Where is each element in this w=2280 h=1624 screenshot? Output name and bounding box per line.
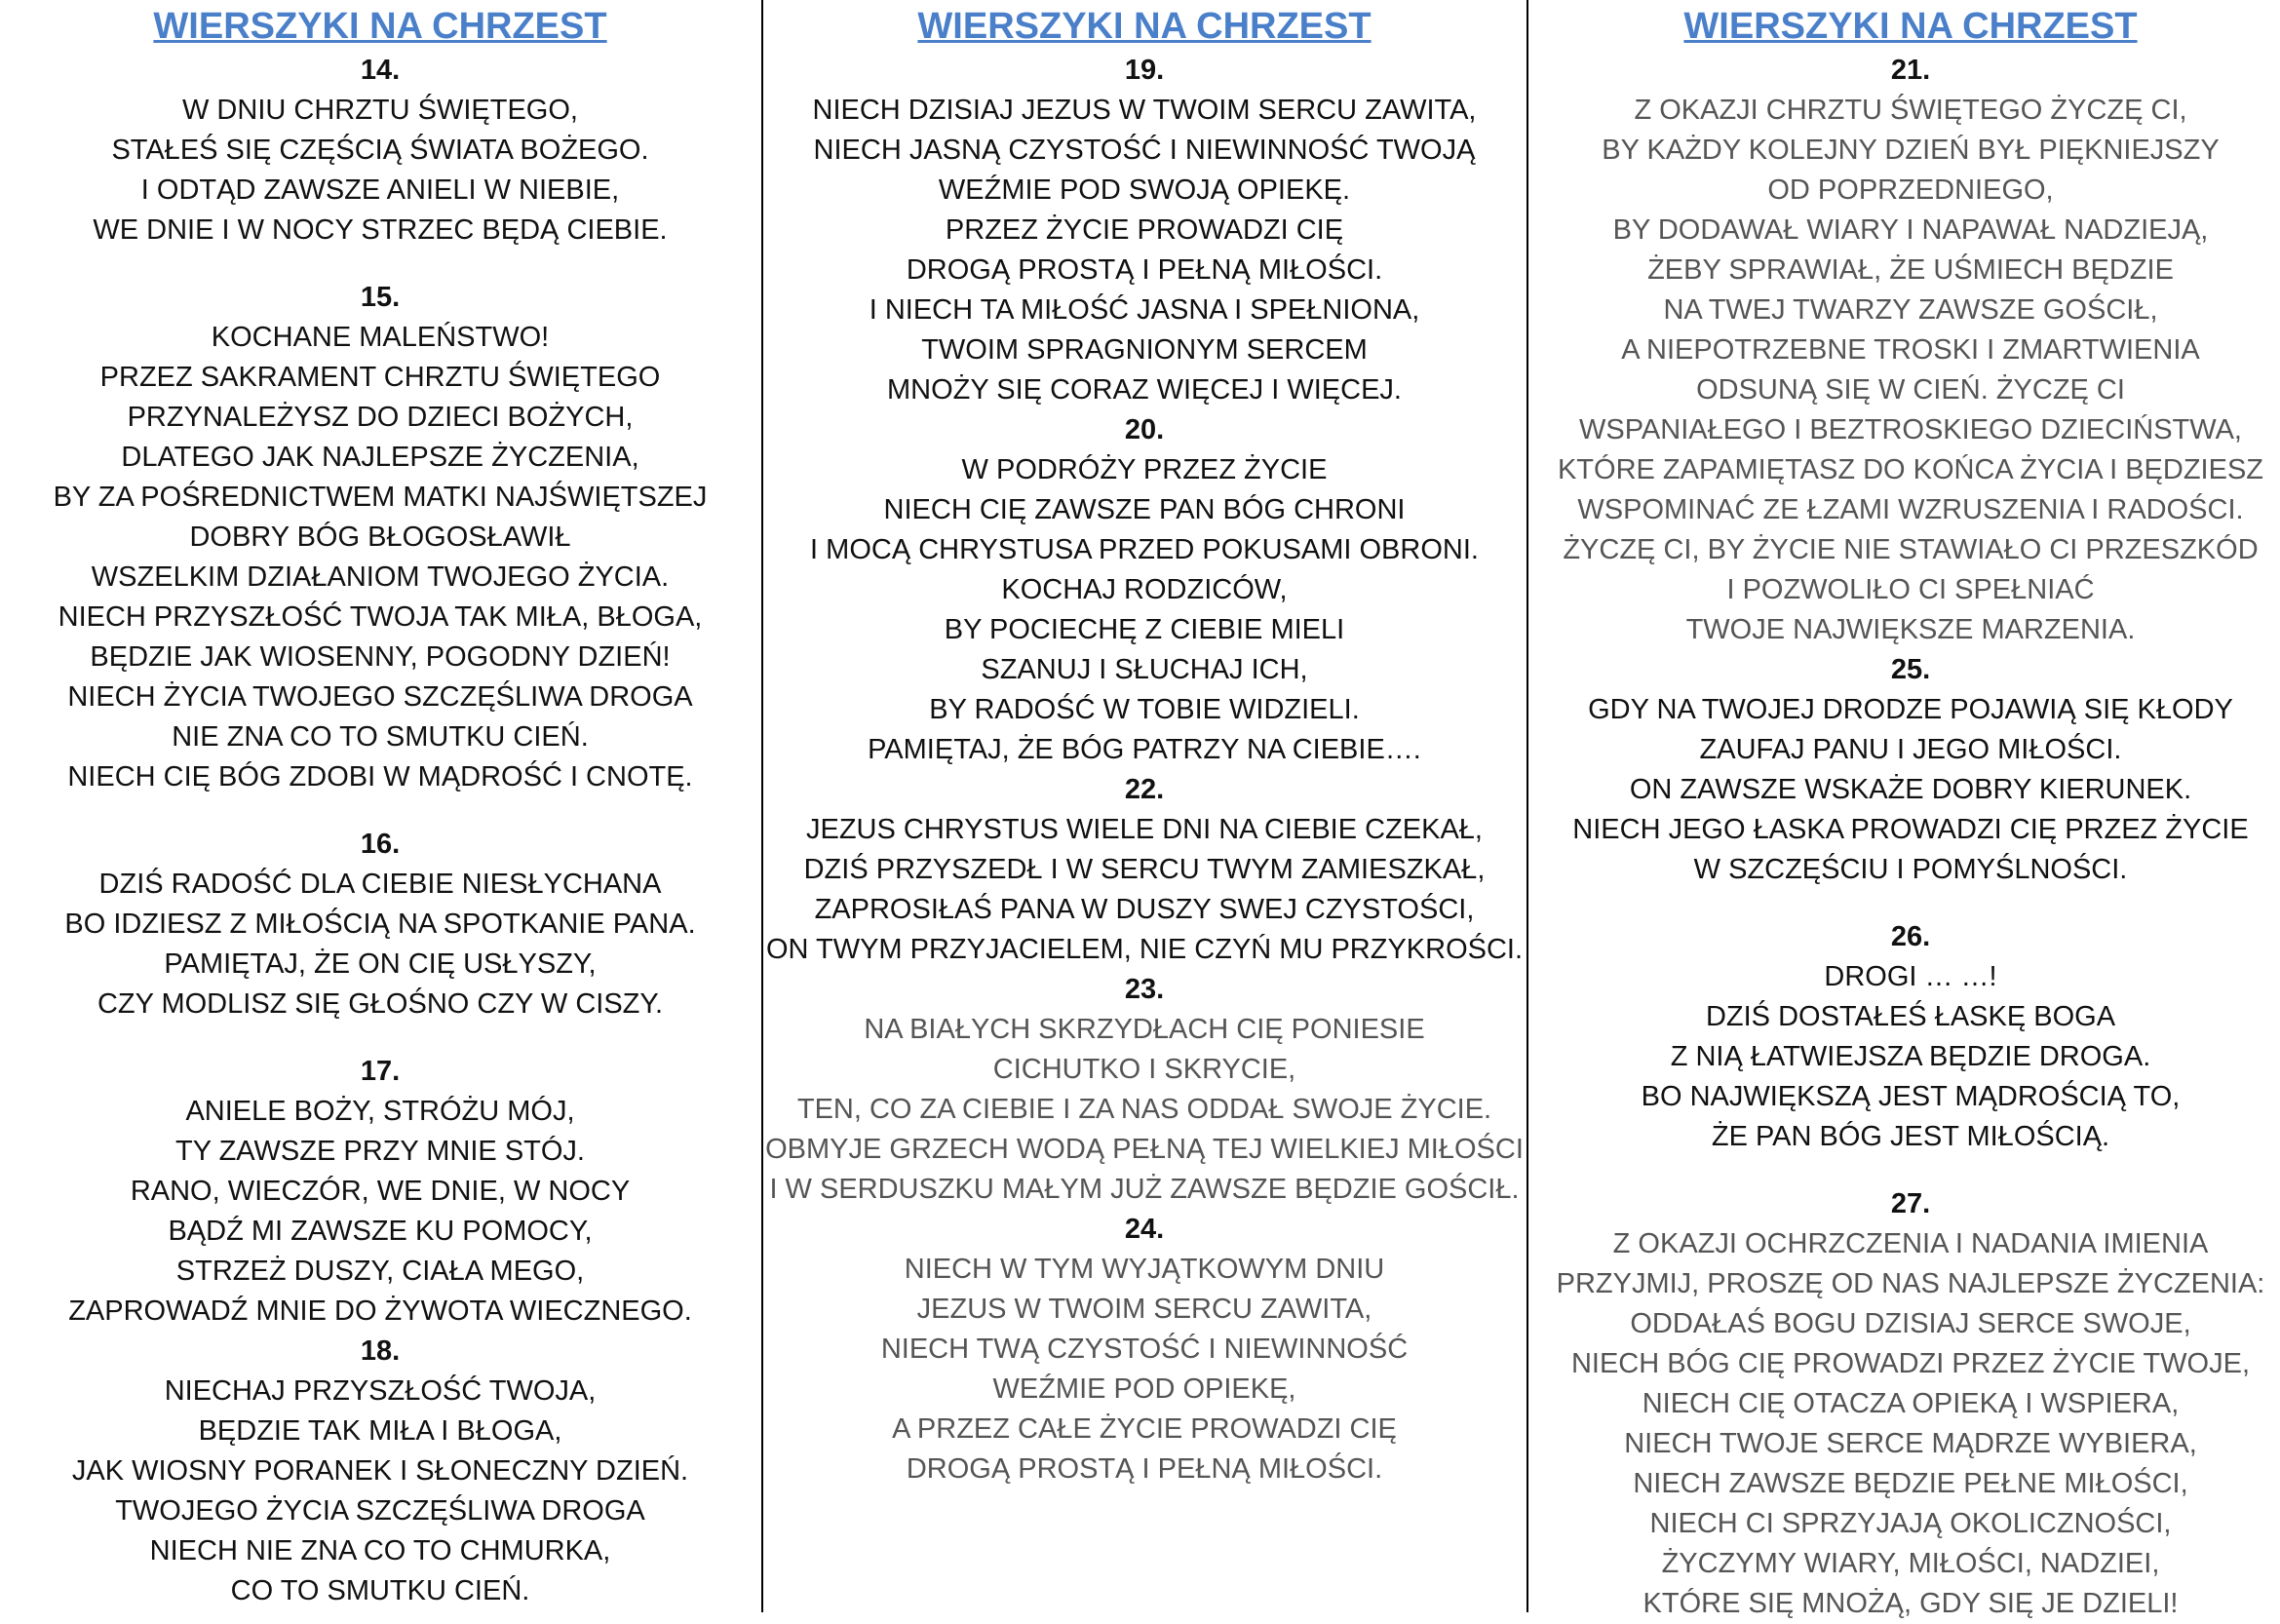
poem-line: NIECH ZAWSZE BĘDZIE PEŁNE MIŁOŚCI,: [1633, 1468, 2188, 1499]
poem-line: NA TWEJ TWARZY ZAWSZE GOŚCIŁ,: [1663, 294, 2158, 326]
poem-line: ŻE PAN BÓG JEST MIŁOŚCIĄ.: [1711, 1121, 2110, 1152]
poem-number: 23.: [1124, 974, 1165, 1005]
poem-line: DROGĄ PROSTĄ I PEŁNĄ MIŁOŚCI.: [906, 1453, 1383, 1485]
poem: [1530, 1184, 2280, 1624]
poem-line: TY ZAWSZE PRZY MNIE STÓJ.: [174, 1136, 585, 1167]
poem-number: 25.: [1890, 654, 1931, 685]
poem-number: 14.: [360, 55, 401, 86]
poem: [0, 278, 760, 797]
poem-number: 26.: [1890, 921, 1931, 952]
poem-line: WE DNIE I W NOCY STRZEC BĘDĄ CIEBIE.: [93, 214, 668, 246]
poem-line: NIECH CI SPRZYJAJĄ OKOLICZNOŚCI,: [1649, 1508, 2172, 1539]
poem-list: [1530, 51, 2280, 1624]
poem-number: 19.: [1124, 55, 1165, 86]
poem-line: GDY NA TWOJEJ DRODZE POJAWIĄ SIĘ KŁODY: [1588, 694, 2233, 725]
poem-number: 17.: [360, 1056, 401, 1087]
poem-line: PRZYJMIJ, PROSZĘ OD NAS NAJLEPSZE ŻYCZENIA:: [1556, 1268, 2265, 1299]
poem-line: BĄDŹ MI ZAWSZE KU POMOCY,: [168, 1216, 593, 1247]
poem-line: DROGĄ PROSTĄ I PEŁNĄ MIŁOŚCI.: [906, 254, 1383, 286]
poem: [764, 51, 1525, 410]
poem-line: ZAUFAJ PANU I JEGO MIŁOŚCI.: [1699, 734, 2122, 765]
poem-line: ZAPROSIŁAŚ PANA W DUSZY SWEJ CZYSTOŚCI,: [814, 894, 1475, 925]
poem: [764, 770, 1525, 970]
poem-number: 21.: [1890, 55, 1931, 86]
poem-line: Z NIĄ ŁATWIEJSZA BĘDZIE DROGA.: [1670, 1041, 2151, 1072]
poem-line: I ODTĄD ZAWSZE ANIELI W NIEBIE,: [140, 174, 620, 206]
poem-line: JAK WIOSNY PORANEK I SŁONECZNY DZIEŃ.: [71, 1455, 689, 1487]
poem-line: NIECH CIĘ ZAWSZE PAN BÓG CHRONI: [883, 494, 1406, 525]
poem-spacer: [0, 797, 760, 825]
poem-line: A NIEPOTRZEBNE TROSKI I ZMARTWIENIA: [1621, 334, 2200, 366]
poem-line: RANO, WIECZÓR, WE DNIE, W NOCY: [130, 1176, 631, 1207]
poem-line: SZANUJ I SŁUCHAJ ICH,: [981, 654, 1308, 685]
poem-line: STRZEŻ DUSZY, CIAŁA MEGO,: [175, 1256, 585, 1287]
poem-line: DROGI … …!: [1824, 961, 1997, 992]
poem: [764, 410, 1525, 770]
poem-line: WEŹMIE POD OPIEKĘ,: [992, 1373, 1296, 1405]
poem-spacer: [0, 1025, 760, 1052]
poem-line: KTÓRE ZAPAMIĘTASZ DO KOŃCA ŻYCIA I BĘDZIESZ: [1557, 454, 2264, 485]
poem-line: BY KAŻDY KOLEJNY DZIEŃ BYŁ PIĘKNIEJSZY: [1602, 135, 2220, 166]
poem-number: 27.: [1890, 1188, 1931, 1219]
poem-number: 16.: [360, 829, 401, 860]
poem-line: W SZCZĘŚCIU I POMYŚLNOŚCI.: [1693, 854, 2128, 885]
poem-line: I POZWOLIŁO CI SPEŁNIAĆ: [1726, 574, 2095, 605]
poem-line: NIECH PRZYSZŁOŚĆ TWOJA TAK MIŁA, BŁOGA,: [58, 601, 703, 633]
poem-line: ANIELE BOŻY, STRÓŻU MÓJ,: [185, 1096, 575, 1127]
poem-line: NIECH DZISIAJ JEZUS W TWOIM SERCU ZAWITA,: [812, 95, 1477, 126]
poem-line: CZY MODLISZ SIĘ GŁOŚNO CZY W CISZY.: [97, 988, 664, 1020]
poem-line: BY RADOŚĆ W TOBIE WIDZIELI.: [929, 694, 1360, 725]
poem-line: I NIECH TA MIŁOŚĆ JASNA I SPEŁNIONA,: [869, 294, 1420, 326]
column-2: [764, 0, 1525, 1612]
poem-line: NIECH NIE ZNA CO TO CHMURKA,: [149, 1535, 611, 1566]
poem-line: PRZEZ SAKRAMENT CHRZTU ŚWIĘTEGO: [99, 362, 661, 393]
poem: [0, 1052, 760, 1332]
poem-line: BO IDZIESZ Z MIŁOŚCIĄ NA SPOTKANIE PANA.: [64, 909, 696, 940]
poem-spacer: [1530, 1157, 2280, 1184]
poem-line: Z OKAZJI OCHRZCZENIA I NADANIA IMIENIA: [1612, 1228, 2209, 1259]
poem: [764, 1210, 1525, 1489]
poem-line: NIECH CIĘ BÓG ZDOBI W MĄDROŚĆ I CNOTĘ.: [67, 761, 693, 793]
poem-line: ON ZAWSZE WSKAŻE DOBRY KIERUNEK.: [1629, 774, 2192, 805]
poem-line: CO TO SMUTKU CIEŃ.: [230, 1575, 530, 1606]
poem-line: WSPOMINAĆ ZE ŁZAMI WZRUSZENIA I RADOŚCI.: [1577, 494, 2244, 525]
poem-line: BO NAJWIĘKSZĄ JEST MĄDROŚCIĄ TO,: [1641, 1081, 2181, 1112]
poem-line: TEN, CO ZA CIEBIE I ZA NAS ODDAŁ SWOJE ŻYCIE.: [796, 1094, 1492, 1125]
poem-line: I W SERDUSZKU MAŁYM JUŻ ZAWSZE BĘDZIE GOŚCIŁ.: [769, 1174, 1520, 1205]
poem: [1530, 650, 2280, 890]
poem-line: NIECH ŻYCIA TWOJEGO SZCZĘŚLIWA DROGA: [67, 681, 693, 713]
poem-line: BĘDZIE JAK WIOSENNY, POGODNY DZIEŃ!: [90, 641, 671, 673]
poem-line: STAŁEŚ SIĘ CZĘŚCIĄ ŚWIATA BOŻEGO.: [111, 135, 649, 166]
poem-line: OBMYJE GRZECH WODĄ PEŁNĄ TEJ WIELKIEJ MIŁOŚCI: [765, 1134, 1524, 1165]
poem-line: Z OKAZJI CHRZTU ŚWIĘTEGO ŻYCZĘ CI,: [1634, 95, 2187, 126]
poem-line: ODDAŁAŚ BOGU DZISIAJ SERCE SWOJE,: [1630, 1308, 2191, 1339]
poem-line: W PODRÓŻY PRZEZ ŻYCIE: [961, 454, 1328, 485]
poem-line: ŻYCZYMY WIARY, MIŁOŚCI, NADZIEI,: [1661, 1548, 2160, 1579]
poem-line: NIECHAJ PRZYSZŁOŚĆ TWOJA,: [164, 1375, 597, 1407]
poem-line: ŻEBY SPRAWIAŁ, ŻE UŚMIECH BĘDZIE: [1647, 254, 2174, 286]
poem-list: [0, 51, 760, 1611]
poem: [0, 51, 760, 251]
poem-line: NIECH TWĄ CZYSTOŚĆ I NIEWINNOŚĆ: [880, 1334, 1409, 1365]
poem-line: NIECH CIĘ OTACZA OPIEKĄ I WSPIERA,: [1642, 1388, 2180, 1419]
poem-line: A PRZEZ CAŁE ŻYCIE PROWADZI CIĘ: [892, 1413, 1397, 1445]
poem-list: [764, 51, 1525, 1489]
column-3: [1530, 0, 2280, 1619]
poem-line: PRZYNALEŻYSZ DO DZIECI BOŻYCH,: [127, 402, 634, 433]
poem-number: 22.: [1124, 774, 1165, 805]
poem-line: WSPANIAŁEGO I BEZTROSKIEGO DZIECIŃSTWA,: [1579, 414, 2242, 445]
poem: [0, 1332, 760, 1611]
poem-line: KTÓRE SIĘ MNOŻĄ, GDY SIĘ JE DZIELI!: [1642, 1588, 2179, 1619]
column-title: WIERSZYKI NA CHRZEST: [153, 6, 607, 47]
poem-line: PRZEZ ŻYCIE PROWADZI CIĘ: [945, 214, 1344, 246]
poem-line: ODSUNĄ SIĘ W CIEŃ. ŻYCZĘ CI: [1696, 374, 2125, 406]
poem-line: NIECH JASNĄ CZYSTOŚĆ I NIEWINNOŚĆ TWOJĄ: [813, 135, 1476, 166]
poem-line: TWOIM SPRAGNIONYM SERCEM: [921, 334, 1368, 366]
poem-line: OD POPRZEDNIEGO,: [1767, 174, 2054, 206]
poem-line: W DNIU CHRZTU ŚWIĘTEGO,: [182, 95, 578, 126]
column-divider: [1526, 0, 1528, 1612]
poem-number: 24.: [1124, 1214, 1165, 1245]
column-title: WIERSZYKI NA CHRZEST: [917, 6, 1372, 47]
poem-line: JEZUS W TWOIM SERCU ZAWITA,: [916, 1294, 1372, 1325]
poem-line: ON TWYM PRZYJACIELEM, NIE CZYŃ MU PRZYKROŚCI.: [765, 934, 1524, 965]
poem-line: NIECH W TYM WYJĄTKOWYM DNIU: [904, 1254, 1385, 1285]
column-title: WIERSZYKI NA CHRZEST: [1683, 6, 2138, 47]
poem-line: WEŹMIE POD SWOJĄ OPIEKĘ.: [938, 174, 1351, 206]
poem-line: ZAPROWADŹ MNIE DO ŻYWOTA WIECZNEGO.: [68, 1295, 692, 1327]
poem-line: KOCHANE MALEŃSTWO!: [211, 322, 550, 353]
poem-line: TWOJE NAJWIĘKSZE MARZENIA.: [1685, 614, 2136, 645]
poem: [1530, 917, 2280, 1157]
poem-line: PAMIĘTAJ, ŻE BÓG PATRZY NA CIEBIE….: [868, 734, 1421, 765]
poem-line: KOCHAJ RODZICÓW,: [1001, 574, 1288, 605]
poem-line: NIECH BÓG CIĘ PROWADZI PRZEZ ŻYCIE TWOJE,: [1570, 1348, 2251, 1379]
poem-line: MNOŻY SIĘ CORAZ WIĘCEJ I WIĘCEJ.: [887, 374, 1402, 406]
poem-line: BY DODAWAŁ WIARY I NAPAWAŁ NADZIEJĄ,: [1612, 214, 2209, 246]
poem-line: NIECH JEGO ŁASKA PROWADZI CIĘ PRZEZ ŻYCIE: [1572, 814, 2249, 845]
poem-line: JEZUS CHRYSTUS WIELE DNI NA CIEBIE CZEKAŁ,: [805, 814, 1483, 845]
column-divider: [761, 0, 763, 1612]
poem: [1530, 51, 2280, 650]
column-1: [0, 0, 760, 1612]
poem-spacer: [0, 251, 760, 278]
poem-line: PAMIĘTAJ, ŻE ON CIĘ USŁYSZY,: [164, 948, 597, 980]
poem-line: I MOCĄ CHRYSTUSA PRZED POKUSAMI OBRONI.: [810, 534, 1479, 565]
poem-line: CICHUTKO I SKRYCIE,: [992, 1054, 1296, 1085]
poem-number: 15.: [360, 282, 401, 313]
poem-line: NA BIAŁYCH SKRZYDŁACH CIĘ PONIESIE: [864, 1014, 1425, 1045]
poem-line: ŻYCZĘ CI, BY ŻYCIE NIE STAWIAŁO CI PRZESZKÓD: [1563, 534, 2259, 565]
poem-line: DZIŚ PRZYSZEDŁ I W SERCU TWYM ZAMIESZKAŁ,: [803, 854, 1486, 885]
poem-line: BY POCIECHĘ Z CIEBIE MIELI: [944, 614, 1345, 645]
poem: [0, 825, 760, 1025]
poem-line: TWOJEGO ŻYCIA SZCZĘŚLIWA DROGA: [115, 1495, 645, 1527]
poem-number: 20.: [1124, 414, 1165, 445]
poem-line: DLATEGO JAK NAJLEPSZE ŻYCZENIA,: [121, 442, 639, 473]
poem-line: BĘDZIE TAK MIŁA I BŁOGA,: [198, 1415, 562, 1447]
poem-line: NIECH TWOJE SERCE MĄDRZE WYBIERA,: [1624, 1428, 2197, 1459]
poem: [764, 970, 1525, 1210]
poem-number: 18.: [360, 1335, 401, 1367]
poem-spacer: [1530, 890, 2280, 917]
poem-line: DZIŚ DOSTAŁEŚ ŁASKĘ BOGA: [1705, 1001, 2116, 1032]
poem-line: BY ZA POŚREDNICTWEM MATKI NAJŚWIĘTSZEJ: [53, 482, 708, 513]
poem-line: DOBRY BÓG BŁOGOSŁAWIŁ: [189, 522, 571, 553]
poem-line: DZIŚ RADOŚĆ DLA CIEBIE NIESŁYCHANA: [98, 869, 662, 900]
poem-line: WSZELKIM DZIAŁANIOM TWOJEGO ŻYCIA.: [91, 561, 670, 593]
poem-line: NIE ZNA CO TO SMUTKU CIEŃ.: [172, 721, 589, 753]
